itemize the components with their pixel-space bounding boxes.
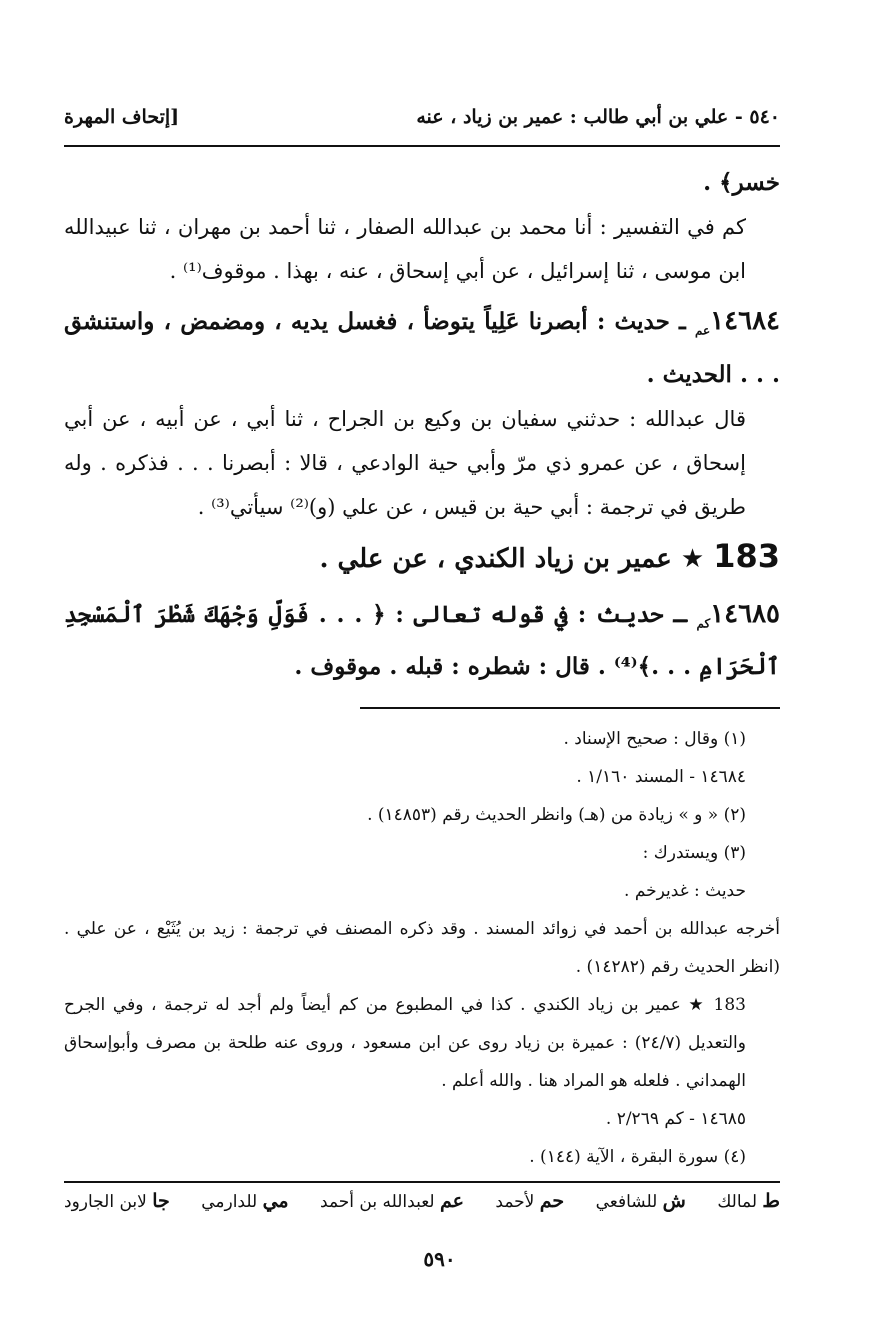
header-rule <box>64 145 780 147</box>
hadith-14685 <box>64 592 780 690</box>
abbreviation-item: جا لابن الجارود <box>64 1190 170 1212</box>
abbreviations-key <box>64 1190 780 1212</box>
hadith-14684 <box>64 299 780 397</box>
hadith-number: ١٤٦٨٥ <box>710 598 780 629</box>
footnote: ١٤٦٨٥ - كم ٢/٢٦٩ . <box>605 1109 746 1129</box>
abdullah-paragraph: قال عبدالله : حدثني سفيان بن وكيع بن الجراح ، ثنا أبي ، عن أبيه ، عن أبي إسحاق ، عن عمرو ذي مرّ وأبي حية الوادعي ، قالا : أبصرنا . . . فذكره . وله طريق في ترجمة : أبي حية بن قيس ، عن علي (و)⁽²⁾ سيأتي⁽³⁾ . <box>64 406 746 519</box>
abbreviation-item: عم لعبدالله بن أحمد <box>320 1190 464 1212</box>
footnote: (٤) سورة البقرة ، الآية (١٤٤) . <box>529 1147 746 1167</box>
chapter-number: 183 <box>713 536 780 575</box>
star-icon: ★ <box>680 543 705 574</box>
kam-paragraph: كم في التفسير : أنا محمد بن عبدالله الصفار ، ثنا أحمد بن مهران ، ثنا عبيدالله ابن موسى ، ثنا إسرائيل ، عن أبي إسحاق ، عنه ، بهذا . موقوف⁽¹⁾ . <box>64 215 746 283</box>
hadith-number: ١٤٦٨٤ <box>710 306 780 336</box>
abbreviation-item: ط لمالك <box>717 1190 780 1212</box>
hadith-text: ـ حديث : في قوله تعالى : ﴿ . . . فَوَلِّ وَجْهَكَ شَطْرَ ٱلْمَسْجِدِ ٱلْحَرَامِ . . .﴾⁽⁴⁾ . قال : شطره : قبله . موقوف . <box>64 600 780 681</box>
hadith-text: ـ حديث : أبصرنا عَلِياً يتوضأ ، فغسل يديه ، ومضمض ، واستنشق . . . الحديث . <box>64 308 780 388</box>
header-title: ٥٤٠ - علي بن أبي طالب : عمير بن زياد ، عنه <box>416 106 780 128</box>
hadith-source-code: عم <box>695 323 711 338</box>
footnote: (١) وقال : صحيح الإسناد . <box>563 729 746 749</box>
footnote: (٢) « و » زيادة من (هـ) وانظر الحديث رقم (١٤٨٥٣) . <box>367 805 746 825</box>
chapter-title: عمير بن زياد الكندي ، عن علي . <box>319 543 672 574</box>
abbreviations-rule <box>64 1181 780 1183</box>
footnote: أخرجه عبدالله بن أحمد في زوائد المسند . وقد ذكره المصنف في ترجمة : زيد بن يُثَيْع ، عن علي . (انظر الحديث رقم (١٤٢٨٢) . <box>64 919 780 977</box>
footnote: حديث : غديرخم . <box>624 881 746 901</box>
chapter-heading <box>64 529 780 586</box>
footnotes <box>64 720 780 1176</box>
running-header <box>64 92 780 128</box>
footnote: ١٤٦٨٤ - المسند ١/١٦٠ . <box>576 767 746 787</box>
header-book: [إتحاف المهرة <box>64 106 180 128</box>
abbreviation-item: مي للدارمي <box>201 1190 289 1212</box>
footnote-rule <box>360 707 780 709</box>
abbreviation-item: حم لأحمد <box>495 1190 565 1212</box>
main-text <box>64 155 780 689</box>
previous-line-end: خسر﴾ . <box>703 169 780 196</box>
abbreviation-item: ش للشافعي <box>595 1190 686 1212</box>
page-number: ٥٩٠ <box>423 1247 456 1271</box>
footnote: (٣) ويستدرك : <box>642 843 746 863</box>
hadith-source-code: كم <box>696 616 711 631</box>
footnote: 183 ★ عمير بن زياد الكندي . كذا في المطبوع من كم أيضاً ولم أجد له ترجمة ، وفي الجرح والتعديل (٢٤/٧) : عميرة بن زياد روى عن ابن مسعود ، وروى عنه طلحة بن مصرف وأبوإسحاق الهمداني . فلعله هو المراد هنا . والله أعلم . <box>64 995 746 1091</box>
